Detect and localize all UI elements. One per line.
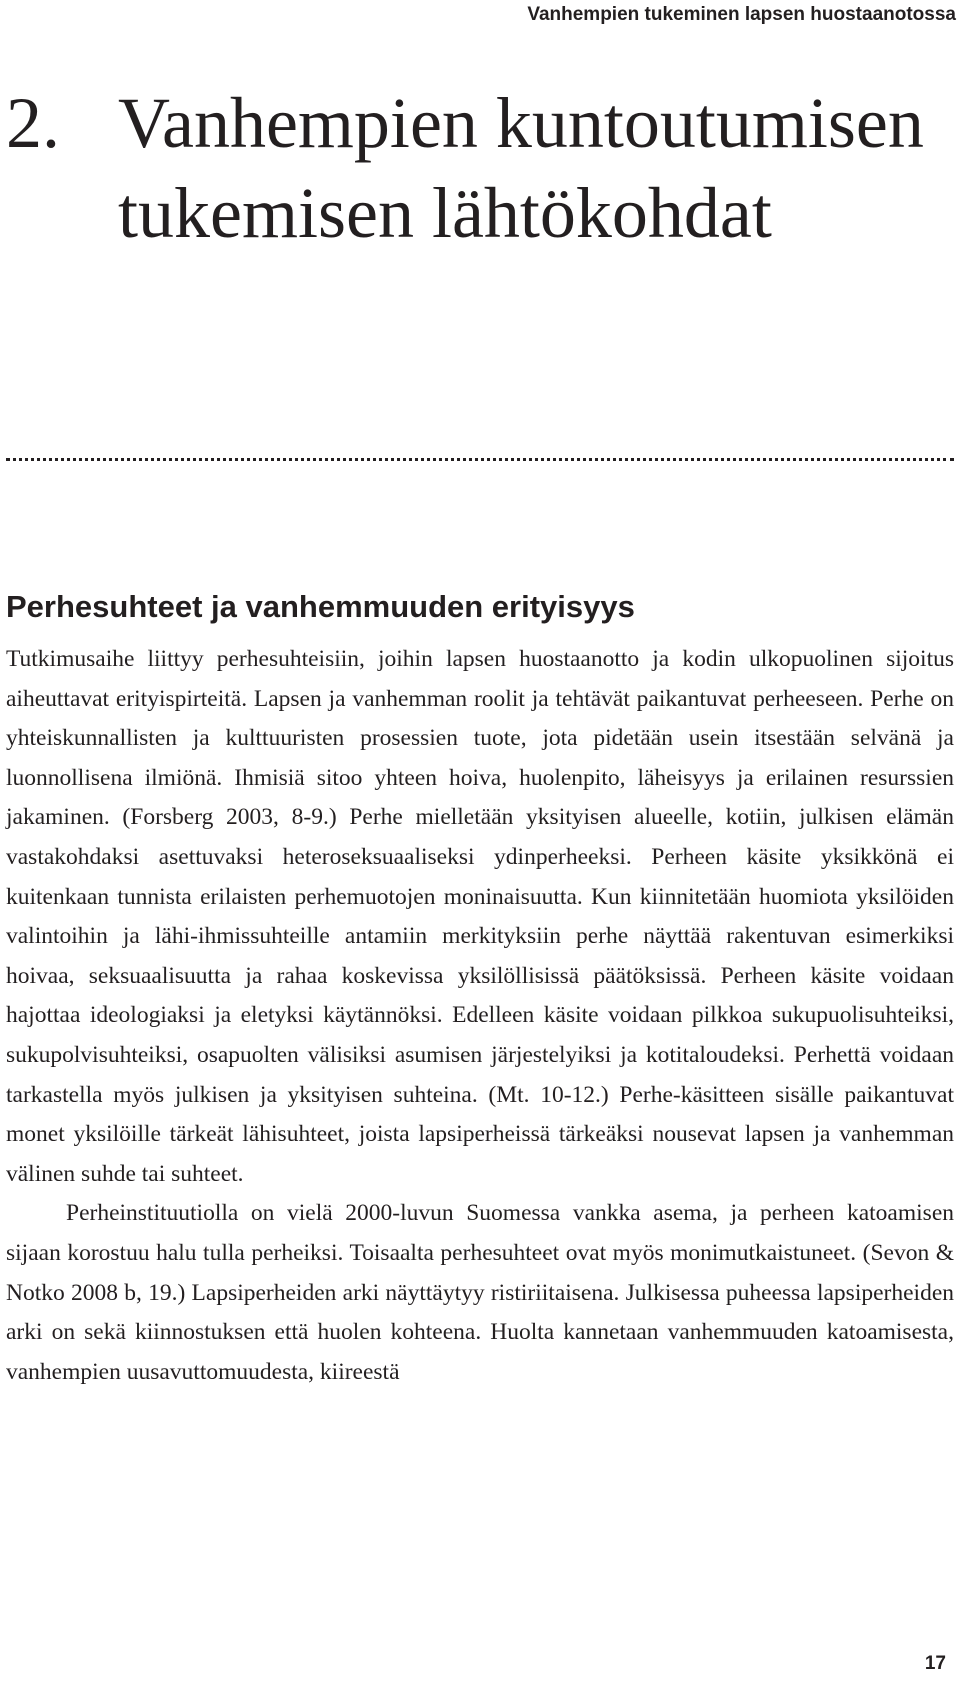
chapter-title-text-1: Vanhempien kuntoutumisen [118,83,924,163]
chapter-title-line-2: tukemisen lähtökohdat [118,173,772,253]
section-heading: Perhesuhteet ja vanhemmuuden erityisyys [6,589,635,624]
running-header: Vanhempien tukeminen lapsen huostaanotossa [527,4,956,25]
chapter-number: 2. [6,83,60,163]
paragraph-2: Perheinstituutiolla on vielä 2000-luvun Suomessa vankka asema, ja perheen katoamisen sijaan korostuu halu tulla perheiksi. Toisaalta perhesuhteet ovat myös monimutkaistuneet. (Sevon & Notko 2008 b, 19.) Lapsiperheiden arki näyttäytyy ristiriitaisena. Julkisessa puheessa lapsiperheiden arki on sekä kiinnostuksen että huolen kohteena. Huolta kannetaan vanhemmuuden katoamisesta, vanhempien uusavuttomuudesta, kiireestä [6,1200,954,1385]
paragraph-1: Tutkimusaihe liittyy perhesuhteisiin, joihin lapsen huostaanotto ja kodin ulkopuolinen sijoitus aiheuttavat erityispirteitä. Lapsen ja vanhemman roolit ja tehtävät paikantuvat perheeseen. Perhe on yhteiskunnallisten ja kulttuuristen prosessien tuote, jota pidetään usein itsestään selvänä ja luonnollisena ilmiönä. Ihmisiä sitoo yhteen hoiva, huolenpito, läheisyys ja erilainen resurssien jakaminen. (Forsberg 2003, 8-9.) Perhe mielletään yksityisen alueelle, kotiin, julkisen elämän vastakohdaksi asettuvaksi heteroseksuaaliseksi ydinperheeksi. Perheen käsite yksikkönä ei kuitenkaan tunnista erilaisten perhemuotojen moninaisuutta. Kun kiinnitetään huomiota yksilöiden valintoihin ja lähi-ihmissuhteille antamiin merkityksiin perhe näyttää rakentuvan esimerkiksi hoivaa, seksuaalisuutta ja rahaa koskevissa yksilöllisissä päätöksissä. Perheen käsite voidaan hajottaa ideologiaksi ja eletyksi käytännöksi. Edelleen käsite voidaan pilkkoa sukupuolisuhteiksi, sukupolvisuhteiksi, osapuolten välisiksi asumisen järjestelyiksi ja kotitaloudeksi. Perhettä voidaan tarkastella myös julkisen ja yksityisen suhteina. (Mt. 10-12.) Perhe-käsitteen sisälle paikantuvat monet yksilöille tärkeät lähisuhteet, joista lapsiperheissä tärkeäksi nousevat lapsen ja vanhemman välinen suhde tai suhteet. [6,646,954,1187]
page-number: 17 [924,1653,946,1674]
dotted-divider [6,458,954,461]
body-text [6,640,954,1392]
chapter-title [6,78,956,258]
chapter-title-line-1 [6,78,956,168]
